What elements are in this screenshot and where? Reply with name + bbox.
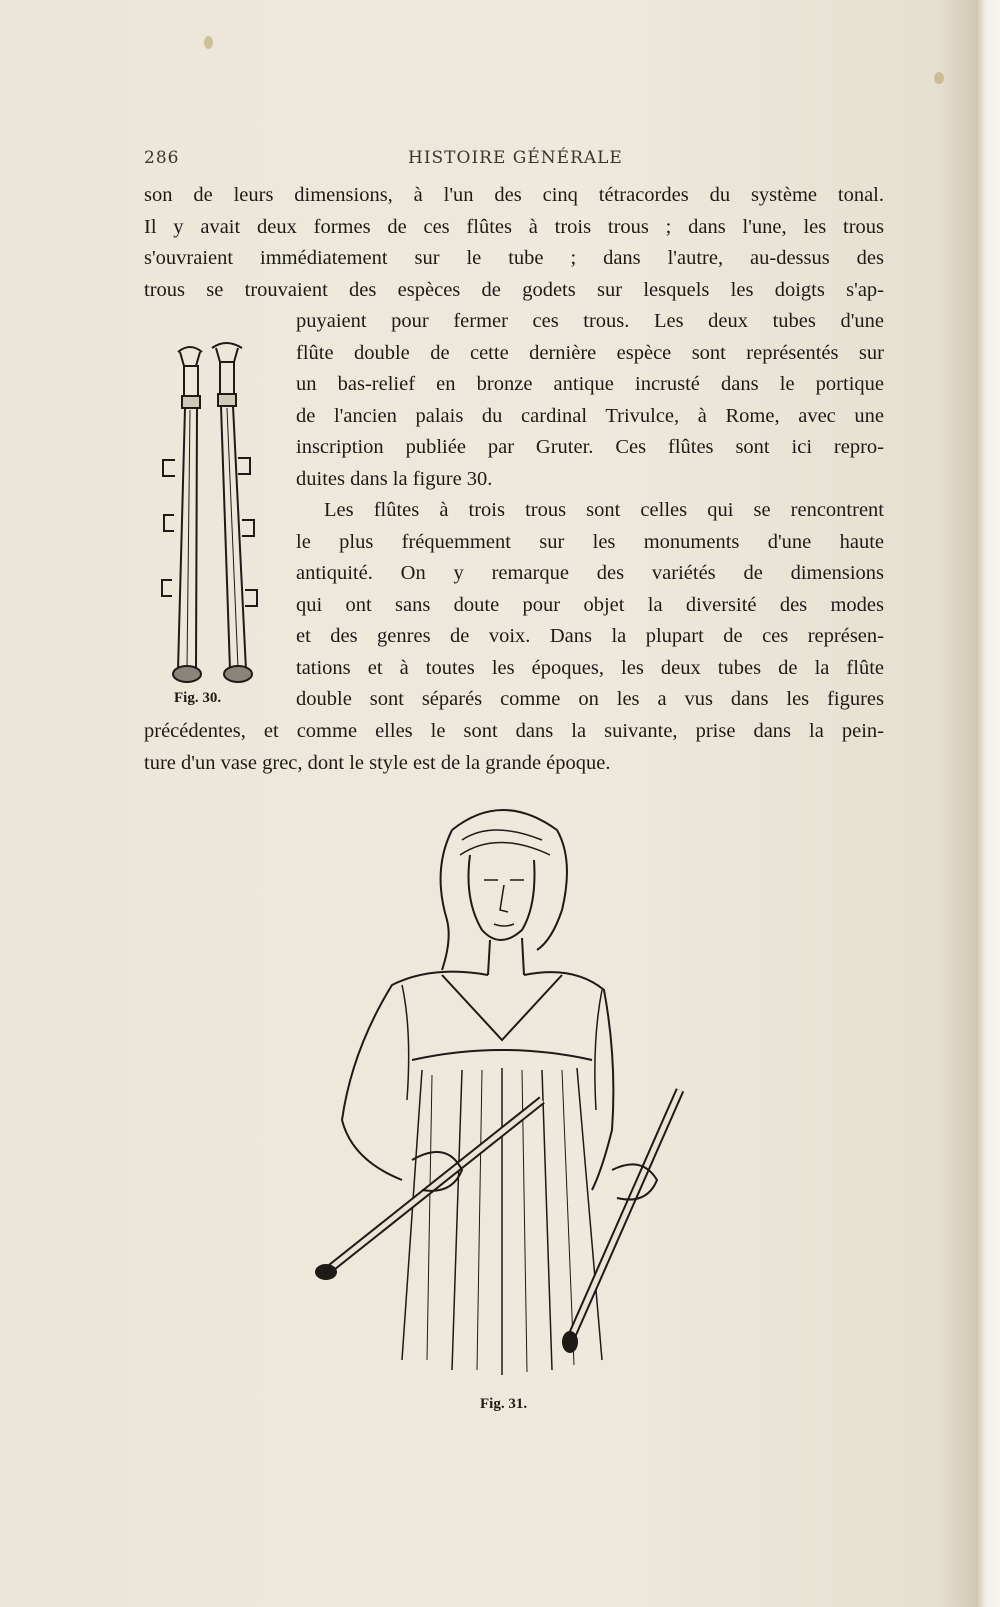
text-line: inscription publiée par Gruter. Ces flûtes sont ici repro- bbox=[296, 436, 884, 458]
text-line: Les flûtes à trois trous sont celles qui se rencontrent bbox=[324, 499, 884, 521]
text-line: ture d'un vase grec, dont le style est de la grande époque. bbox=[144, 751, 611, 774]
text-line: précédentes, et comme elles le sont dans la suivante, prise dans la pein- bbox=[144, 720, 884, 742]
double-flute-illustration bbox=[150, 330, 280, 702]
text-line: s'ouvraient immédiatement sur le tube ; dans l'autre, au-dessus des bbox=[144, 247, 884, 269]
text-line: qui ont sans doute pour objet la diversité des modes bbox=[296, 593, 884, 616]
text-line: puyaient pour fermer ces trous. Les deux tubes d'une bbox=[296, 310, 884, 332]
running-title: HISTOIRE GÉNÉRALE bbox=[408, 148, 623, 168]
text-line: flûte double de cette dernière espèce sont représentés sur bbox=[296, 341, 884, 364]
text-line: le plus fréquemment sur les monuments d'une haute bbox=[296, 530, 884, 553]
text-line: et des genres de voix. Dans la plupart de ces représen- bbox=[296, 625, 884, 647]
flute-player-illustration bbox=[312, 800, 692, 1380]
text-line: trous se trouvaient des espèces de godets sur lesquels les doigts s'ap- bbox=[144, 278, 884, 301]
figure-30-caption: Fig. 30. bbox=[174, 690, 222, 706]
page-number: 286 bbox=[144, 148, 180, 168]
text-line: antiquité. On y remarque des variétés de dimensions bbox=[296, 562, 884, 584]
text-line: duites dans la figure 30. bbox=[296, 467, 493, 490]
paragraph-bottom bbox=[144, 716, 884, 779]
text-line: tations et à toutes les époques, les deux tubes de la flûte bbox=[296, 656, 884, 679]
paragraph-top bbox=[144, 180, 884, 306]
page-edge bbox=[976, 0, 1000, 1607]
stain-mark bbox=[934, 72, 944, 84]
paragraph-wrapped bbox=[296, 306, 884, 716]
text-line: Il y avait deux formes de ces flûtes à trois trous ; dans l'une, les trous bbox=[144, 215, 884, 238]
text-line: de l'ancien palais du cardinal Trivulce, à Rome, avec une bbox=[296, 404, 884, 427]
text-line: double sont séparés comme on les a vus dans les figures bbox=[296, 688, 884, 710]
text-line: son de leurs dimensions, à l'un des cinq tétracordes du système tonal. bbox=[144, 184, 884, 206]
stain-mark bbox=[204, 36, 213, 49]
text-line: un bas-relief en bronze antique incrusté dans le portique bbox=[296, 373, 884, 395]
figure-31-caption: Fig. 31. bbox=[480, 1396, 528, 1412]
page-header bbox=[144, 148, 884, 172]
